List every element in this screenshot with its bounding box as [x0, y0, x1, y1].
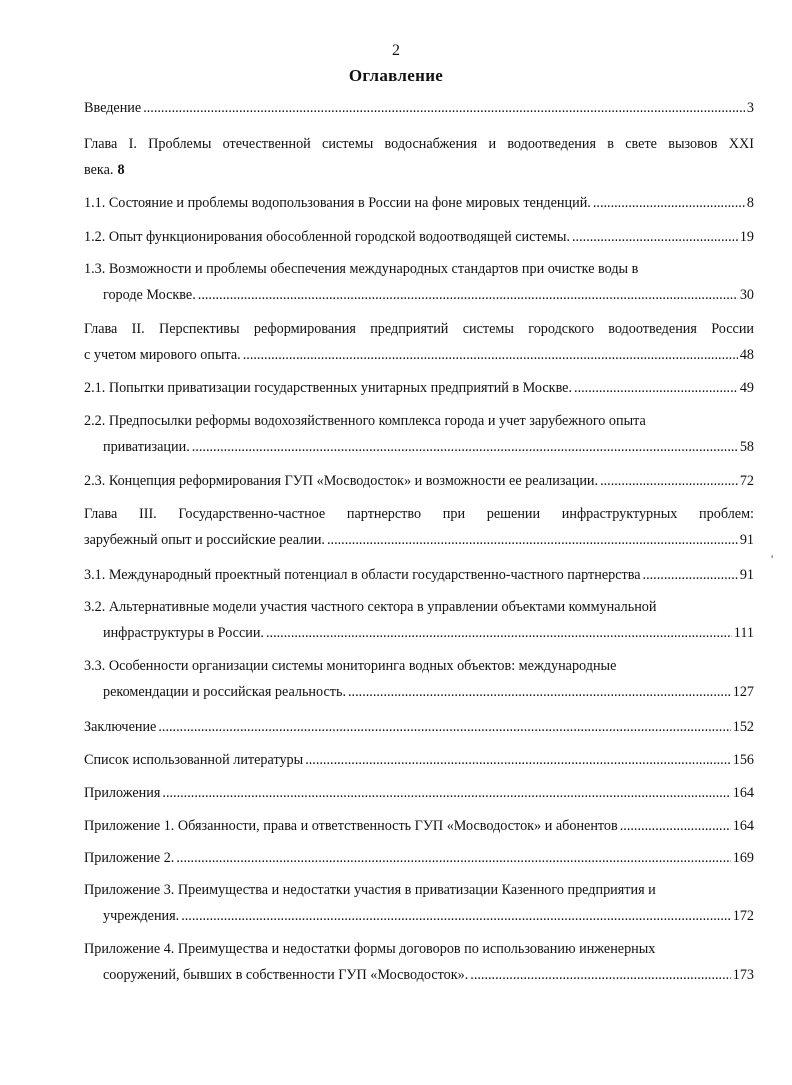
dot-leader [143, 95, 745, 121]
toc-entry-page: 19 [739, 229, 754, 245]
toc-entry-text: Приложение 3. Преимущества и недостатки участия в приватизации Казенного предприятия и [84, 882, 656, 898]
toc-entry-text: 3.2. Альтернативные модели участия частного сектора в управлении объектами коммунальной [84, 599, 657, 615]
dot-leader [572, 224, 738, 250]
page-number: 2 [392, 42, 400, 59]
toc-entry-page: 8 [117, 162, 125, 178]
scan-artifact-mark: ' [771, 552, 774, 566]
toc-entry-text-cont: городе Москве. [103, 287, 196, 303]
toc-entry-1-1[interactable] [84, 190, 754, 216]
toc-entry-text: Заключение [84, 719, 157, 735]
toc-entry-text: Список использованной литературы [84, 752, 304, 768]
toc-entry-2-3[interactable] [84, 468, 754, 494]
toc-entry-page: 48 [739, 347, 754, 363]
toc-entry-text: 2.3. Концепция реформирования ГУП «Мосводосток» и возможности ее реализации. [84, 473, 599, 489]
dot-leader [643, 562, 738, 588]
toc-entry-text-cont: сооружений, бывших в собственности ГУП «Мосводосток». [103, 967, 469, 983]
toc-entry-text: Глава I. Проблемы отечественной системы водоснабжения и водоотведения в свете вызовов XXI [84, 136, 754, 152]
toc-entry-text-cont: зарубежный опыт и российские реалии. [84, 532, 325, 548]
toc-entry-text: Приложения [84, 785, 161, 801]
toc-entry-appendix-1[interactable] [84, 813, 754, 839]
toc-entry-text: 3.3. Особенности организации системы мониторинга водных объектов: международные [84, 658, 617, 674]
toc-entry-page: 3 [746, 100, 754, 116]
toc-entry-text: 2.1. Попытки приватизации государственных унитарных предприятий в Москве. [84, 380, 573, 396]
dot-leader [327, 527, 738, 553]
dot-leader [181, 903, 731, 929]
toc-entry-3-3[interactable] [84, 653, 754, 705]
toc-entry-text: 1.3. Возможности и проблемы обеспечения международных стандартов при очистке воды в [84, 261, 639, 277]
toc-entry-chapter-3[interactable] [84, 501, 754, 553]
toc-entry-3-1[interactable] [84, 562, 754, 588]
dot-leader [266, 620, 732, 646]
dot-leader [198, 282, 738, 308]
toc-entry-page: 111 [733, 625, 754, 641]
toc-entry-text-cont: с учетом мирового опыта. [84, 347, 241, 363]
toc-entry-page: 72 [739, 473, 754, 489]
toc-entry-page: 8 [746, 195, 754, 211]
dot-leader [176, 845, 730, 871]
toc-entry-page: 127 [732, 684, 754, 700]
dot-leader [470, 962, 730, 988]
dot-leader [192, 434, 738, 460]
toc-entry-appendices[interactable] [84, 780, 754, 806]
toc-entry-page: 49 [739, 380, 754, 396]
toc-entry-text-cont: инфраструктуры в России. [103, 625, 264, 641]
dot-leader [162, 780, 730, 806]
dot-leader [574, 375, 738, 401]
toc-entry-page: 152 [732, 719, 754, 735]
toc-entry-2-2[interactable] [84, 408, 754, 460]
toc-entry-text: 1.2. Опыт функционирования обособленной городской водоотводящей системы. [84, 229, 570, 245]
toc-entry-appendix-4[interactable] [84, 936, 754, 988]
toc-entry-text-cont: учреждения. [103, 908, 180, 924]
dot-leader [593, 190, 745, 216]
toc-entry-text-cont: рекомендации и российская реальность. [103, 684, 346, 700]
toc-entry-text: Введение [84, 100, 142, 116]
toc-entry-page: 91 [739, 532, 754, 548]
toc-entry-appendix-3[interactable] [84, 877, 754, 929]
toc-title: Оглавление [348, 66, 444, 85]
toc-entry-introduction[interactable] [84, 95, 754, 121]
toc-entry-text: Глава III. Государственно-частное партнерство при решении инфраструктурных проблем: [84, 506, 754, 522]
toc-entry-page: 173 [732, 967, 754, 983]
toc-entry-text-cont: приватизации. [103, 439, 190, 455]
toc-entry-appendix-2[interactable] [84, 845, 754, 871]
toc-entry-text: Приложение 4. Преимущества и недостатки формы договоров по использованию инженерных [84, 941, 656, 957]
dot-leader [620, 813, 731, 839]
toc-entry-text: Приложение 1. Обязанности, права и ответственность ГУП «Мосводосток» и абонентов [84, 818, 618, 834]
toc-entry-page: 91 [739, 567, 754, 583]
toc-entry-page: 58 [739, 439, 754, 455]
toc-entry-3-2[interactable] [84, 594, 754, 646]
toc-entry-2-1[interactable] [84, 375, 754, 401]
toc-entry-1-3[interactable] [84, 256, 754, 308]
toc-entry-page: 172 [732, 908, 754, 924]
toc-entry-text: 2.2. Предпосылки реформы водохозяйственного комплекса города и учет зарубежного опыта [84, 413, 646, 429]
toc-entry-page: 156 [732, 752, 754, 768]
toc-entry-conclusion[interactable] [84, 714, 754, 740]
dot-leader [348, 679, 731, 705]
toc-entry-text-cont: века. [84, 162, 114, 178]
toc-entry-page: 30 [739, 287, 754, 303]
toc-entry-page: 164 [732, 785, 754, 801]
toc-entry-chapter-1[interactable] [84, 131, 754, 183]
toc-entry-chapter-2[interactable] [84, 316, 754, 368]
dot-leader [600, 468, 738, 494]
toc-entry-text: 3.1. Международный проектный потенциал в области государственно-частного партнерства [84, 567, 641, 583]
toc-entry-page: 164 [732, 818, 754, 834]
toc-entry-page: 169 [732, 850, 754, 866]
toc-entry-text: 1.1. Состояние и проблемы водопользования в России на фоне мировых тенденций. [84, 195, 591, 211]
dot-leader [158, 714, 730, 740]
dot-leader [305, 747, 731, 773]
toc-entry-references[interactable] [84, 747, 754, 773]
toc-entry-1-2[interactable] [84, 224, 754, 250]
dot-leader [243, 342, 738, 368]
toc-entry-text: Приложение 2. [84, 850, 175, 866]
toc-entry-text: Глава II. Перспективы реформирования предприятий системы городского водоотведения России [84, 321, 754, 337]
